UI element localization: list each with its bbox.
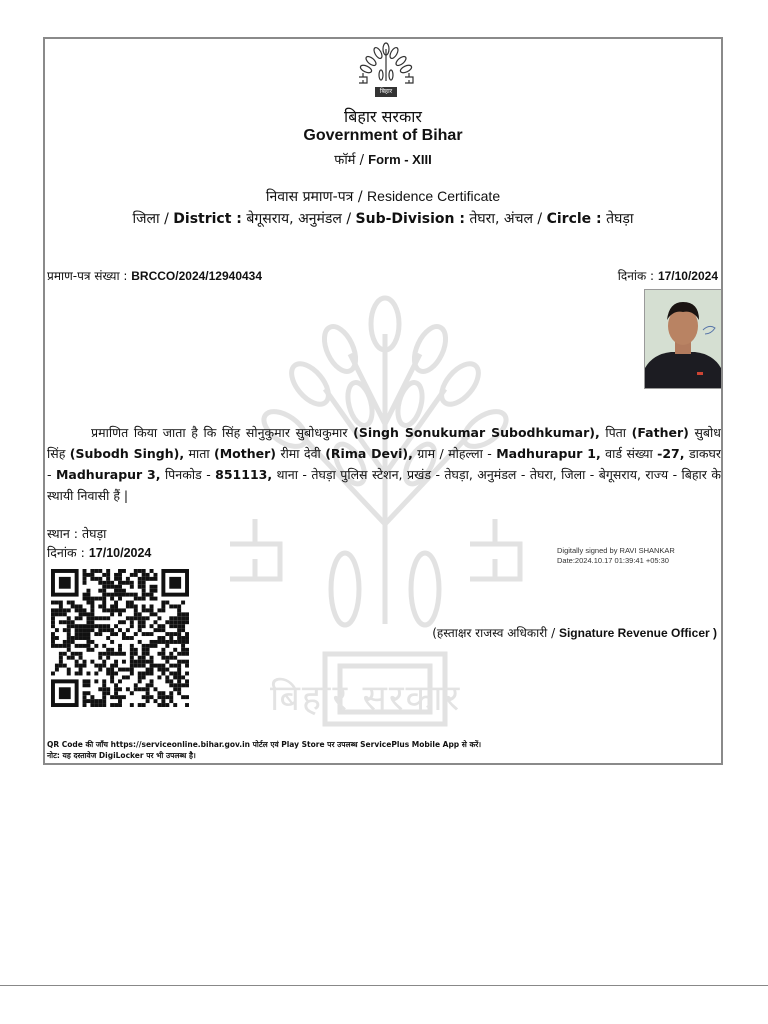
applicant-photo bbox=[644, 289, 722, 389]
form-label-hindi: फॉर्म / bbox=[334, 153, 364, 168]
place-date-label: दिनांक : bbox=[47, 545, 85, 560]
signature-hindi: (हस्ताक्षर राजस्व अधिकारी / bbox=[432, 626, 556, 640]
district-value: बेगूसराय, अनुमंडल / bbox=[246, 211, 352, 227]
district-label: District : bbox=[173, 211, 242, 227]
applicant-name: (Singh Sonukumar Subodhkumar), bbox=[353, 425, 600, 440]
circle-label: Circle : bbox=[546, 211, 602, 227]
post-label: डाकघर - bbox=[47, 446, 721, 482]
qr-code[interactable] bbox=[51, 569, 189, 707]
father-label: (Father) bbox=[631, 425, 689, 440]
digital-signature-signer: Digitally signed by RAVI SHANKAR bbox=[557, 546, 675, 555]
pin-value: 851113, bbox=[215, 467, 273, 482]
post-value: Madhurapur 3, bbox=[55, 467, 161, 482]
signature-english: Signature Revenue Officer ) bbox=[558, 626, 717, 640]
form-number: Form - XIII bbox=[368, 152, 432, 167]
digital-signature-date: Date:2024.10.17 01:39:41 +05:30 bbox=[557, 556, 669, 565]
place-label: स्थान : bbox=[47, 526, 78, 541]
signature-line bbox=[432, 624, 717, 641]
mother-name: (Rima Devi), bbox=[325, 446, 413, 461]
body-intro: प्रमाणित किया जाता है कि सिंह सोनुकुमार सुबोधकुमार bbox=[91, 425, 348, 440]
district-line bbox=[45, 209, 721, 228]
subdivision-value: तेघरा, अंचल / bbox=[469, 211, 543, 227]
ward-label: वार्ड संख्या bbox=[605, 446, 653, 461]
person-photo-icon bbox=[645, 290, 721, 388]
certificate-number-value: BRCCO/2024/12940434 bbox=[131, 269, 263, 283]
footer-note bbox=[47, 739, 481, 761]
father-name-hindi: सुबोध सिंह bbox=[47, 425, 721, 461]
place-date-value: 17/10/2024 bbox=[88, 546, 152, 560]
certificate-number bbox=[47, 267, 262, 284]
ward-value: -27, bbox=[657, 446, 685, 461]
digital-signature bbox=[557, 546, 675, 566]
certificate-title bbox=[45, 187, 721, 206]
emblem-label: बिहार bbox=[379, 88, 393, 95]
place bbox=[47, 525, 106, 542]
district-label-hindi: जिला / bbox=[132, 211, 169, 227]
title-english: Government of Bihar bbox=[303, 127, 463, 144]
village-label: ग्राम / मोहल्ला - bbox=[417, 446, 492, 461]
pin-label: पिनकोड - bbox=[164, 467, 211, 482]
page-divider bbox=[0, 985, 768, 986]
cert-title-english: Residence Certificate bbox=[367, 188, 501, 204]
subdivision-label: Sub-Division : bbox=[355, 211, 465, 227]
place-date bbox=[47, 544, 151, 561]
place-value: तेघड़ा bbox=[81, 526, 107, 541]
circle-value: तेघड़ा bbox=[606, 211, 634, 227]
certificate bbox=[43, 37, 723, 765]
mother-name-hindi: रीमा देवी bbox=[280, 446, 321, 461]
village-value: Madhurapur 1, bbox=[496, 446, 601, 461]
father-label-hindi: पिता bbox=[605, 425, 627, 440]
certificate-number-label: प्रमाण-पत्र संख्या : bbox=[47, 269, 128, 283]
footer-qr-note: QR Code की जाँच https://serviceonline.bihar.gov.in पोर्टल एवं Play Store पर उपलब्ध ServicePlus Mobile App से करें। bbox=[47, 740, 482, 749]
address-rest: थाना - तेघड़ा पुलिस स्टेशन, प्रखंड - तेघड़ा, अनुमंडल - तेघरा, जिला - बेगूसराय, राज्य - बिहार के स्थायी निवासी हैं | bbox=[47, 467, 721, 503]
title-hindi: बिहार सरकार bbox=[344, 107, 422, 126]
mother-label: (Mother) bbox=[214, 446, 277, 461]
certificate-body bbox=[47, 422, 721, 506]
father-name: (Subodh Singh), bbox=[69, 446, 185, 461]
issue-date bbox=[618, 267, 718, 284]
cert-title-hindi: निवास प्रमाण-पत्र / bbox=[265, 189, 363, 205]
watermark-text: बिहार सरकार bbox=[270, 678, 462, 719]
footer-digilocker-note: नोट: यह दस्तावेज DigiLocker पर भी उपलब्ध है। bbox=[47, 751, 196, 760]
form-title bbox=[45, 150, 721, 168]
mother-label-hindi: माता bbox=[188, 446, 210, 461]
issue-date-label: दिनांक : bbox=[617, 269, 655, 283]
issue-date-value: 17/10/2024 bbox=[657, 269, 718, 283]
